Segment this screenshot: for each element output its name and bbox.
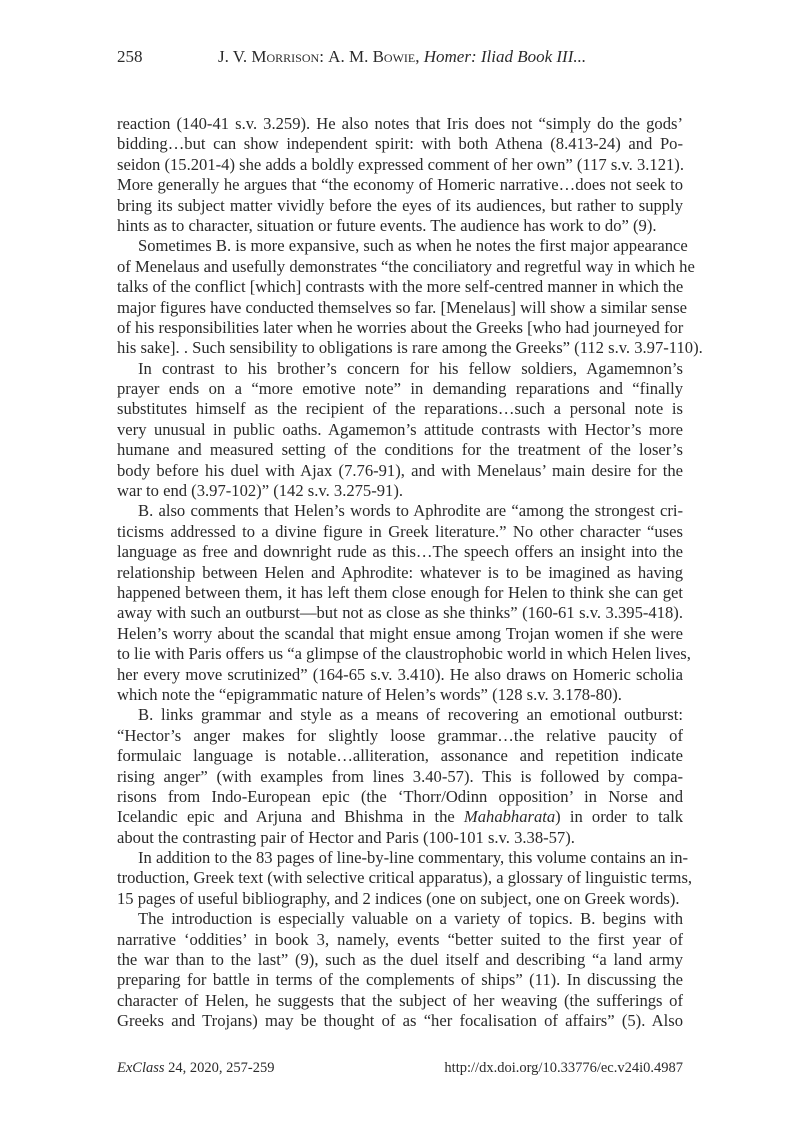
text-line: the war than to the last” (9), such as the duel itself and describing “a land army xyxy=(117,950,683,970)
running-header xyxy=(117,47,683,71)
text-line: talks of the conflict [which] contrasts with the more self-centred manner in which the xyxy=(117,277,684,297)
text-line: In contrast to his brother’s concern for his fellow soldiers, Agamemnon’s xyxy=(138,358,683,378)
text-line: risons from Indo-European epic (the ‘Thorr/Odinn opposition’ in Norse and xyxy=(117,786,683,806)
text-line: very unusual in public oaths. Agamemon’s attitude contrasts with Hector’s more xyxy=(117,419,683,439)
text-line: troduction, Greek text (with selective critical apparatus), a glossary of linguistic terms, xyxy=(117,868,693,888)
text-line: 15 pages of useful bibliography, and 2 indices (one on subject, one on Greek words). xyxy=(117,888,680,908)
text-line: B. also comments that Helen’s words to Aphrodite are “among the strongest cri- xyxy=(138,501,683,521)
text-line: language as free and downright rude as this…The speech offers an insight into the xyxy=(117,542,683,562)
text-line: narrative ‘oddities’ in book 3, namely, events “better suited to the first year of xyxy=(117,929,683,949)
journal-citation xyxy=(117,1060,275,1077)
text-line: preparing for battle in terms of the complements of ships” (11). In discussing the xyxy=(117,970,683,990)
text-line: war to end (3.97-102)” (142 s.v. 3.275-91). xyxy=(117,481,404,501)
text-line: relationship between Helen and Aphrodite: whatever is to be imagined as having xyxy=(117,562,683,582)
text-line: “Hector’s anger makes for slightly loose grammar…the relative paucity of xyxy=(117,725,683,745)
text-segment: ) in order to talk xyxy=(555,807,684,827)
text-line: happened between them, it has left them close enough for Helen to think she can get xyxy=(117,582,683,602)
page-footer xyxy=(117,1060,683,1080)
text-line: her every move scrutinized” (164-65 s.v. 3.410). He also draws on Homeric scholia xyxy=(117,664,683,684)
journal-name: ExClass xyxy=(117,1060,165,1076)
italic-title: Mahabharata xyxy=(463,807,556,827)
text-line: humane and measured setting of the conditions for the treatment of the loser’s xyxy=(117,440,683,460)
text-line: of his responsibilities later when he worries about the Greeks [who had journeyed for xyxy=(117,317,684,337)
text-line: away with such an outburst—but not as close as she thinks” (160-61 s.v. 3.395-418). xyxy=(117,603,683,623)
title-separator: : xyxy=(319,47,329,66)
text-segment: Icelandic epic and Arjuna and Bhishma in the xyxy=(117,807,464,827)
reviewer-name: J. V. Morrison xyxy=(218,47,320,66)
text-line: Sometimes B. is more expansive, such as when he notes the first major appearance xyxy=(138,236,688,256)
text-line: his sake]. . Such sensibility to obligations is rare among the Greeks” (112 s.v. 3.97-110). xyxy=(117,338,703,358)
text-line: prayer ends on a “more emotive note” in demanding reparations and “finally xyxy=(117,379,683,399)
text-line: substitutes himself as the recipient of the reparations…such a personal note is xyxy=(117,399,683,419)
text-line: major figures have conducted themselves so far. [Menelaus] will show a similar sense xyxy=(117,297,688,317)
text-line: In addition to the 83 pages of line-by-line commentary, this volume contains an in- xyxy=(138,848,689,868)
text-line: bring its subject matter vividly before the eyes of its audiences, but rather to supply xyxy=(117,195,683,215)
text-line: The introduction is especially valuable on a variety of topics. B. begins with xyxy=(138,909,683,929)
volume-year-pages: 24, 2020, 257-259 xyxy=(164,1060,275,1076)
text-line: character of Helen, he suggests that the subject of her weaving (the sufferings of xyxy=(117,990,683,1010)
book-title: Homer: Iliad Book III... xyxy=(423,47,587,66)
doi-link[interactable]: http://dx.doi.org/10.33776/ec.v24i0.4987 xyxy=(444,1060,683,1076)
text-line: bidding…but can show independent spirit: with both Athena (8.413-24) and Po- xyxy=(117,134,683,154)
text-line: reaction (140-41 s.v. 3.259). He also notes that Iris does not “simply do the gods’ xyxy=(117,114,683,133)
text-line: More generally he argues that “the economy of Homeric narrative…does not seek to xyxy=(117,175,683,195)
text-line: rising anger” (with examples from lines 3.40-57). This is followed by compa- xyxy=(117,766,683,786)
text-line: of Menelaus and usefully demonstrates “the conciliatory and regretful way in which he xyxy=(117,256,695,276)
body-text xyxy=(117,114,703,1032)
text-line: Helen’s worry about the scandal that might ensue among Trojan women if she were xyxy=(117,623,683,643)
text-line: to lie with Paris offers us “a glimpse of the claustrophobic world in which Helen lives, xyxy=(117,644,691,664)
reviewed-author-name: A. M. Bowie xyxy=(328,47,416,66)
text-line: which note the “epigrammatic nature of Helen’s words” (128 s.v. 3.178-80). xyxy=(117,684,622,704)
text-line: seidon (15.201-4) she adds a boldly expressed comment of her own” (117 s.v. 3.121). xyxy=(117,154,684,174)
text-line xyxy=(117,807,683,827)
text-line: body before his duel with Ajax (7.76-91), and with Menelaus’ main desire for the xyxy=(117,460,683,480)
text-line: formulaic language is notable…alliteration, assonance and repetition indicate xyxy=(117,746,683,766)
running-title xyxy=(218,47,586,67)
text-line: ticisms addressed to a divine figure in Greek literature.” No other character “uses xyxy=(117,521,683,541)
text-line: about the contrasting pair of Hector and Paris (100-101 s.v. 3.38-57). xyxy=(117,827,575,847)
title-comma: , xyxy=(415,47,424,66)
text-line: hints as to character, situation or future events. The audience has work to do” (9). xyxy=(117,215,657,235)
page-number: 258 xyxy=(117,47,143,66)
text-line: B. links grammar and style as a means of recovering an emotional outburst: xyxy=(138,705,683,725)
text-line: Greeks and Trojans) may be thought of as “her focalisation of affairs” (5). Also xyxy=(117,1011,683,1031)
